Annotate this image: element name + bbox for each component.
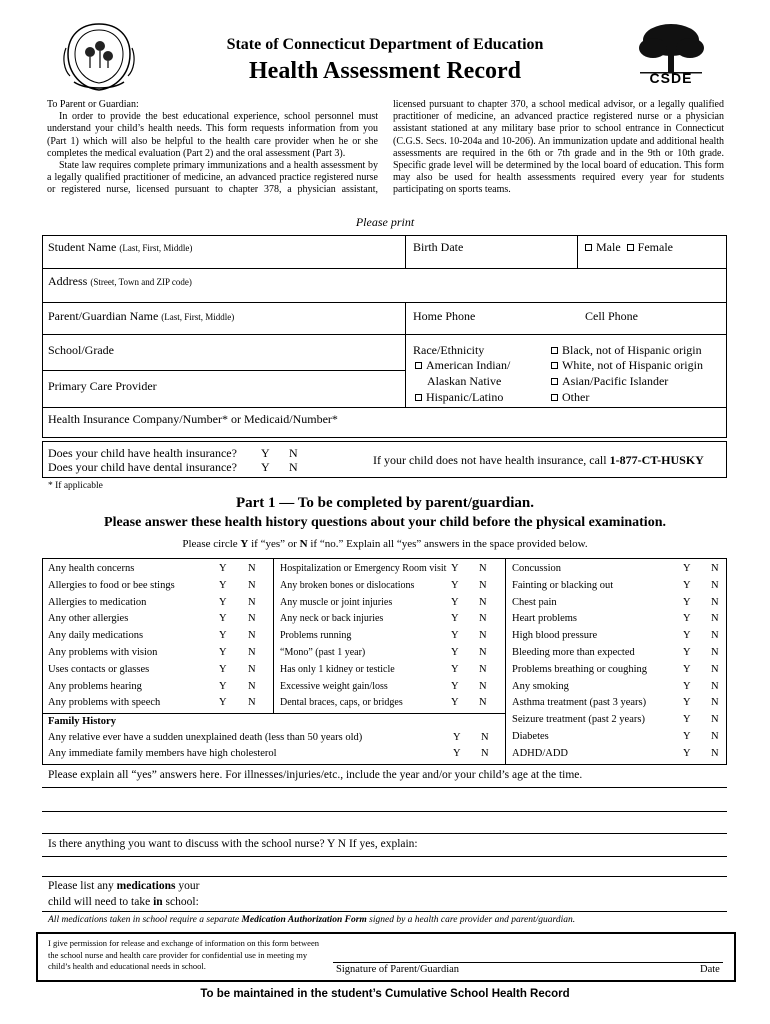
- history-col1-row-y[interactable]: Y: [219, 630, 227, 642]
- race-black[interactable]: [551, 343, 702, 358]
- history-col3-row-n[interactable]: N: [711, 663, 719, 675]
- history-col3-row-n[interactable]: N: [711, 680, 719, 692]
- intro-para1: In order to provide the best educational experience, school personnel must understand your child’s health needs. This form requests information from you (Part 1) which will also be helpful to the health care provider when he or she completes the medical evaluation (Part 2) and the oral assessment (Part 3).: [47, 111, 378, 159]
- history-col1-row-label: Any problems hearing: [48, 680, 142, 692]
- history-col1-row-label: Any health concerns: [48, 563, 135, 574]
- history-col1-row-label: Any problems with vision: [48, 647, 158, 658]
- history-col3-row-y[interactable]: Y: [683, 714, 691, 726]
- history-col3-row-y[interactable]: Y: [683, 647, 691, 658]
- history-col1-row-y[interactable]: Y: [219, 579, 227, 591]
- history-col3-row-y[interactable]: Y: [683, 731, 691, 742]
- parent-name-field[interactable]: [48, 309, 234, 324]
- history-col1-row-label: Allergies to food or bee stings: [48, 579, 175, 591]
- home-phone-label: Home Phone: [413, 309, 476, 323]
- history-col1-row-n[interactable]: N: [248, 579, 256, 591]
- instr-e: if “no.” Explain all “yes” answers in the space provided below.: [310, 538, 588, 550]
- race-other-checkbox[interactable]: [551, 394, 558, 401]
- history-col1-row-n[interactable]: N: [248, 596, 256, 608]
- race-white-checkbox[interactable]: [551, 362, 558, 369]
- gender-field: [585, 240, 673, 255]
- history-col3-row-y[interactable]: Y: [683, 613, 691, 625]
- history-col1-row-label: Any problems with speech: [48, 697, 161, 709]
- history-col1-row-y[interactable]: Y: [219, 613, 227, 625]
- part1-title: Part 1 — To be completed by parent/guardian.: [235, 495, 535, 511]
- auth-a: All medications taken in school require a separate: [48, 915, 240, 925]
- primary-care-field[interactable]: [48, 379, 157, 394]
- explain-prompt: Please explain all “yes” answers here. For illnesses/injuries/etc., include the year and/or your child’s age at the time.: [48, 769, 583, 781]
- part1-instructions: [0, 538, 770, 550]
- race-other-label: Other: [562, 390, 590, 404]
- history-col2-row-y[interactable]: Y: [451, 630, 459, 642]
- auth-b: Medication Authorization Form: [241, 915, 367, 925]
- department-name: State of Connecticut Department of Education: [226, 36, 544, 53]
- address-label: Address: [48, 274, 88, 288]
- address-field[interactable]: [48, 274, 192, 289]
- meds-2b: in: [153, 896, 163, 908]
- school-grade-label: School/Grade: [48, 343, 114, 357]
- history-col2-row-n[interactable]: N: [479, 663, 487, 675]
- q-dental-insurance-n[interactable]: N: [289, 460, 298, 474]
- intro-para2-continued: licensed pursuant to chapter 370, a school medical advisor, or a legally qualified practitioner of medicine, an advanced practice registered nurse or a physician assistant stationed at any military base prior to school entrance in Connecticut (C.G.S. Secs. 10-204a and 10-206). An immunization update and additional health assessments are required in the 6th or 7th grade and in the 9th or 10th grade. Specific grade level will be determined by the local board of education. This form may also be used for health assessments required every year for students participating on sports teams.: [393, 99, 724, 196]
- q-health-insurance-y[interactable]: Y: [261, 446, 270, 460]
- male-label: Male: [596, 240, 621, 254]
- history-col3-row-n[interactable]: N: [711, 697, 719, 709]
- home-phone-field[interactable]: [413, 309, 475, 324]
- q-dental-insurance: [48, 460, 237, 475]
- student-name-hint: (Last, First, Middle): [119, 243, 193, 253]
- history-col2-row-label: Hospitalization or Emergency Room visit: [280, 563, 447, 574]
- nurse-line-2[interactable]: [42, 876, 727, 877]
- cell-phone-label: Cell Phone: [585, 309, 638, 323]
- history-col2-row-label: Any neck or back injuries: [280, 613, 384, 625]
- history-col2-row-n[interactable]: N: [479, 613, 487, 625]
- history-col1-row-label: Uses contacts or glasses: [48, 663, 150, 675]
- history-col1-row-y[interactable]: Y: [219, 663, 227, 675]
- csde-logo-text: CSDE: [649, 70, 693, 86]
- history-col3-row-label: Concussion: [512, 563, 562, 574]
- husky-number: 1-877-CT-HUSKY: [609, 453, 704, 467]
- history-col3-row-n[interactable]: N: [711, 630, 719, 642]
- history-col3-row-label: Asthma treatment (past 3 years): [512, 697, 647, 709]
- race-american-indian[interactable]: [415, 358, 510, 373]
- intro-salutation: To Parent or Guardian:: [47, 99, 139, 110]
- q-health-insurance-label: Does your child have health insurance?: [48, 446, 237, 460]
- history-col1-row-n[interactable]: N: [248, 613, 256, 625]
- history-col1-row-label: Any other allergies: [48, 613, 129, 625]
- history-col2-row-label: Any broken bones or dislocations: [280, 579, 415, 591]
- history-col3-row-n[interactable]: N: [711, 747, 719, 759]
- male-checkbox[interactable]: [585, 244, 592, 251]
- race-asian-label: Asian/Pacific Islander: [562, 374, 669, 388]
- q-health-insurance-n[interactable]: N: [289, 446, 298, 460]
- history-col3-row-y[interactable]: Y: [683, 579, 691, 591]
- history-col3-row-y[interactable]: Y: [683, 596, 691, 608]
- history-col2-row-n[interactable]: N: [479, 596, 487, 608]
- history-col2-row-label: Excessive weight gain/loss: [280, 680, 388, 692]
- history-col2-row-label: Problems running: [280, 630, 352, 642]
- history-col3-row-label: Fainting or blacking out: [512, 579, 614, 591]
- history-col2-row-n[interactable]: N: [479, 647, 487, 658]
- history-col2-row-n[interactable]: N: [479, 697, 487, 709]
- q-health-insurance: [48, 446, 237, 461]
- history-col1-row-n[interactable]: N: [248, 647, 256, 658]
- explain-line-1[interactable]: [42, 787, 727, 788]
- history-col3-row-label: Seizure treatment (past 2 years): [512, 714, 645, 726]
- history-col1-row-n[interactable]: N: [248, 563, 256, 574]
- history-col3-row-label: Any smoking: [512, 680, 569, 692]
- history-col2-row-n[interactable]: N: [479, 680, 487, 692]
- history-col2-row-label: “Mono” (past 1 year): [280, 647, 366, 658]
- history-col3-row-n[interactable]: N: [711, 731, 719, 742]
- history-col3-row-n[interactable]: N: [711, 613, 719, 625]
- insurance-company-field[interactable]: [48, 412, 338, 427]
- student-name-field[interactable]: [48, 240, 192, 255]
- signature-label: Signature of Parent/Guardian: [336, 964, 460, 975]
- race-hispanic-label: Hispanic/Latino: [426, 390, 504, 404]
- history-col3-row-label: Diabetes: [512, 731, 549, 742]
- history-col2-row-y[interactable]: Y: [451, 613, 459, 625]
- date-label: Date: [700, 964, 720, 975]
- history-col3-row-y[interactable]: Y: [683, 563, 691, 574]
- explain-line-3[interactable]: [42, 833, 727, 834]
- history-col1-row-n[interactable]: N: [248, 663, 256, 675]
- student-name-label: Student Name: [48, 240, 117, 254]
- if-applicable-note: * If applicable: [48, 481, 103, 491]
- husky-text: If your child does not have health insurance, call: [373, 453, 607, 467]
- history-col1-row-n[interactable]: N: [248, 630, 256, 642]
- footer-note: To be maintained in the student’s Cumulative School Health Record: [200, 988, 570, 1000]
- history-col1-row-y[interactable]: Y: [219, 647, 227, 658]
- race-other[interactable]: [551, 390, 589, 405]
- nurse-line-1[interactable]: [42, 856, 727, 857]
- history-col2-row-y[interactable]: Y: [451, 563, 459, 574]
- intro-col-right-text: [393, 99, 724, 197]
- intro-para2: State law requires complete primary immunizations and a health assessment by a legally qualified practitioner of medicine, an advanced practice registered nurse or registered nurse, licensed pursuant to chapter 378, a physician assistant,: [47, 160, 378, 196]
- please-print: Please print: [355, 215, 415, 229]
- race-asian-checkbox[interactable]: [551, 378, 558, 385]
- instr-y: Y: [240, 538, 249, 550]
- parent-name-hint: (Last, First, Middle): [161, 312, 235, 322]
- female-checkbox[interactable]: [627, 244, 634, 251]
- family-history-title: Family History: [48, 716, 116, 727]
- family-history-row-y[interactable]: Y: [453, 748, 461, 759]
- medications-prompt-line1: [48, 880, 199, 892]
- history-col2-row-label: Any muscle or joint injuries: [280, 596, 393, 608]
- history-col3-row-y[interactable]: Y: [683, 747, 691, 759]
- history-col2-row-label: Dental braces, caps, or bridges: [280, 697, 403, 709]
- history-col1-row-y[interactable]: Y: [219, 680, 227, 692]
- history-col3-row-label: Heart problems: [512, 613, 578, 625]
- race-hispanic[interactable]: [415, 390, 503, 405]
- medications-line[interactable]: [42, 911, 727, 912]
- instr-n: N: [299, 538, 308, 550]
- history-col1-row-label: Allergies to medication: [48, 596, 147, 608]
- meds-1c: your: [178, 880, 200, 892]
- meds-1a: Please list any: [48, 880, 114, 892]
- birth-date-label: Birth Date: [413, 240, 464, 254]
- history-col1-row-n[interactable]: N: [248, 697, 256, 709]
- medication-auth-note: [48, 915, 575, 925]
- cell-phone-field[interactable]: [585, 309, 638, 324]
- meds-1b: medications: [116, 880, 176, 892]
- history-col1-row-label: Any daily medications: [48, 630, 144, 642]
- husky-note: [373, 453, 704, 468]
- instr-c: if “yes” or: [251, 538, 297, 550]
- race-white[interactable]: [551, 358, 703, 373]
- history-col2-row-label: Has only 1 kidney or testicle: [280, 663, 395, 675]
- history-col3-row-n[interactable]: N: [711, 647, 719, 658]
- intro-col-left: [47, 99, 378, 197]
- race-label: Race/Ethnicity: [413, 343, 485, 357]
- history-col3-row-label: ADHD/ADD: [512, 747, 568, 759]
- family-history-row-n[interactable]: N: [481, 732, 489, 743]
- race-white-label: White, not of Hispanic origin: [562, 358, 703, 372]
- meds-2c: school:: [165, 896, 199, 908]
- family-history-row-n[interactable]: N: [481, 748, 489, 759]
- history-col3-row-label: Chest pain: [512, 596, 557, 608]
- history-col2-row-y[interactable]: Y: [451, 647, 459, 658]
- q-dental-insurance-label: Does your child have dental insurance?: [48, 460, 237, 474]
- history-col3-row-n[interactable]: N: [711, 714, 719, 726]
- permission-text: I give permission for release and exchange of information on this form between the school nurse and health care provider for confidential use in meeting my child’s health and educational needs in school.: [48, 938, 319, 971]
- history-col3-row-label: Problems breathing or coughing: [512, 663, 648, 675]
- family-history-row-y[interactable]: Y: [453, 732, 461, 743]
- signature-line[interactable]: [333, 962, 723, 963]
- history-col2-row-y[interactable]: Y: [451, 697, 459, 709]
- history-col3-row-y[interactable]: Y: [683, 663, 691, 675]
- history-col3-row-n[interactable]: N: [711, 563, 719, 574]
- history-col3-row-y[interactable]: Y: [683, 697, 691, 709]
- history-col3-row-y[interactable]: Y: [683, 680, 691, 692]
- race-american-indian-line2: Alaskan Native: [427, 374, 502, 388]
- family-history-row-label: Any relative ever have a sudden unexplained death (less than 50 years old): [48, 732, 363, 743]
- q-dental-insurance-y[interactable]: Y: [261, 460, 270, 474]
- auth-c: signed by a health care provider and parent/guardian.: [369, 915, 576, 925]
- primary-care-label: Primary Care Provider: [48, 379, 157, 393]
- race-black-checkbox[interactable]: [551, 347, 558, 354]
- history-col2-row-n[interactable]: N: [479, 563, 487, 574]
- race-american-indian-label: American Indian/: [426, 358, 511, 372]
- birth-date-field[interactable]: [413, 240, 463, 255]
- race-black-label: Black, not of Hispanic origin: [562, 343, 702, 357]
- explain-line-2[interactable]: [42, 811, 727, 812]
- medications-prompt-line2: [48, 896, 199, 908]
- meds-2a: child will need to take: [48, 896, 151, 908]
- history-col1-row-y[interactable]: Y: [219, 596, 227, 608]
- history-col3-row-y[interactable]: Y: [683, 630, 691, 642]
- race-asian[interactable]: [551, 374, 668, 389]
- race-american-indian-checkbox[interactable]: [415, 362, 422, 369]
- history-col1-row-y[interactable]: Y: [219, 563, 227, 574]
- female-label: Female: [637, 240, 673, 254]
- nurse-question: Is there anything you want to discuss with the school nurse? Y N If yes, explain:: [48, 838, 418, 850]
- history-col2-row-y[interactable]: Y: [451, 596, 459, 608]
- history-col2-row-y[interactable]: Y: [451, 680, 459, 692]
- history-col2-row-y[interactable]: Y: [451, 663, 459, 675]
- insurance-company-label: Health Insurance Company/Number* or Medicaid/Number*: [48, 412, 338, 426]
- history-col1-row-n[interactable]: N: [248, 680, 256, 692]
- form-title: Health Assessment Record: [249, 58, 521, 84]
- history-col3-row-label: High blood pressure: [512, 630, 598, 642]
- school-grade-field[interactable]: [48, 343, 114, 358]
- history-col2-row-n[interactable]: N: [479, 579, 487, 591]
- history-col3-row-label: Bleeding more than expected: [512, 647, 635, 658]
- instr-a: Please circle: [182, 538, 238, 550]
- race-hispanic-checkbox[interactable]: [415, 394, 422, 401]
- history-col2-row-y[interactable]: Y: [451, 579, 459, 591]
- history-col3-row-n[interactable]: N: [711, 596, 719, 608]
- history-col1-row-y[interactable]: Y: [219, 697, 227, 709]
- family-history-row-label: Any immediate family members have high cholesterol: [48, 748, 277, 759]
- parent-name-label: Parent/Guardian Name: [48, 309, 159, 323]
- history-col3-row-n[interactable]: N: [711, 579, 719, 591]
- address-hint: (Street, Town and ZIP code): [90, 277, 192, 287]
- part1-subtitle: Please answer these health history questions about your child before the physical examination.: [104, 515, 666, 530]
- history-col2-row-n[interactable]: N: [479, 630, 487, 642]
